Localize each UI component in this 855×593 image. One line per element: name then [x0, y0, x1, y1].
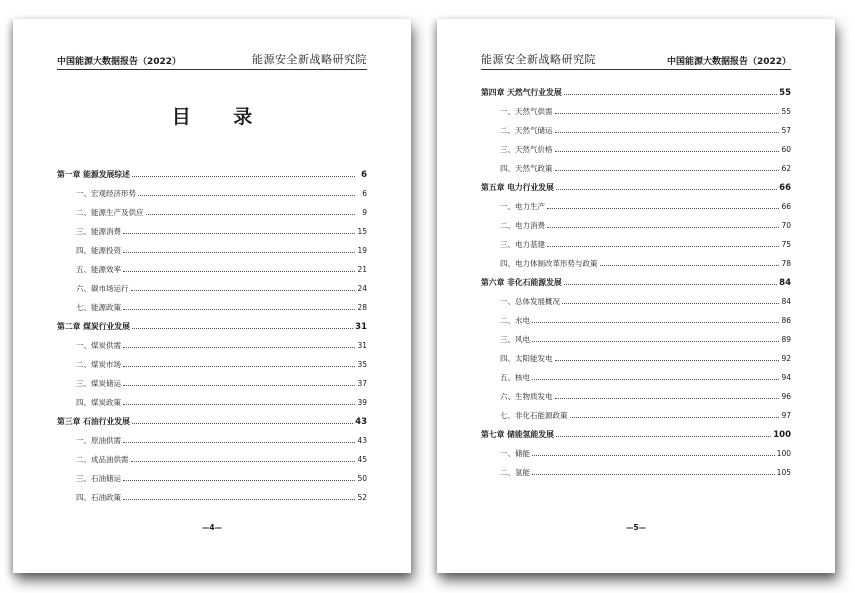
- toc-entry-label: 六、生物质发电: [500, 392, 553, 401]
- toc-entry-label: 一、储能: [500, 449, 530, 458]
- toc-entry-label: 四、天然气政策: [500, 164, 553, 173]
- toc-entry-label: 三、煤炭储运: [76, 379, 121, 388]
- dot-leader: [123, 309, 355, 310]
- toc-entry-label: 四、太阳能发电: [500, 354, 553, 363]
- toc-entry-label: 七、非化石能源政策: [500, 411, 568, 420]
- toc-entry-page-number: 96: [781, 392, 791, 401]
- toc-section-entry: [57, 488, 367, 507]
- dot-leader: [123, 499, 355, 500]
- toc-entry-label: 一、原油供需: [76, 436, 121, 445]
- toc-section-entry: [481, 330, 791, 349]
- toc-chapter-entry: [57, 165, 367, 184]
- toc-section-entry: [57, 241, 367, 260]
- left-page: [13, 19, 411, 573]
- toc-entry-label: 三、电力基建: [500, 240, 545, 249]
- dot-leader: [556, 436, 771, 437]
- toc-entry-page-number: 57: [781, 126, 791, 135]
- toc-chapter-entry: [57, 317, 367, 336]
- right-page: [437, 19, 835, 573]
- toc-entry-page-number: 92: [781, 354, 791, 363]
- header-report-title: 中国能源大数据报告（2022）: [666, 57, 791, 67]
- toc-entry-label: 二、氢能: [500, 468, 530, 477]
- toc-entry-page-number: 94: [781, 373, 791, 382]
- toc-section-entry: [481, 254, 791, 273]
- toc-entry-page-number: 78: [781, 259, 791, 268]
- toc-section-entry: [57, 450, 367, 469]
- toc-entry-label: 二、能源生产及供应: [76, 208, 144, 217]
- toc-entry-page-number: 100: [776, 449, 791, 458]
- dot-leader: [123, 233, 355, 234]
- dot-leader: [532, 379, 779, 380]
- toc-entry-page-number: 52: [357, 493, 367, 502]
- toc-list: [481, 83, 791, 482]
- dot-leader: [556, 189, 777, 190]
- toc-entry-label: 二、天然气储运: [500, 126, 553, 135]
- toc-entry-label: 二、煤炭市场: [76, 360, 121, 369]
- toc-entry-page-number: 66: [781, 202, 791, 211]
- dot-leader: [600, 265, 780, 266]
- toc-section-entry: [481, 159, 791, 178]
- toc-entry-page-number: 105: [776, 468, 791, 477]
- toc-section-entry: [57, 260, 367, 279]
- dot-leader: [123, 480, 355, 481]
- toc-section-entry: [481, 197, 791, 216]
- toc-title: 目 录: [171, 106, 271, 128]
- dot-leader: [570, 417, 780, 418]
- toc-chapter-entry: [57, 412, 367, 431]
- toc-entry-label: 五、能源效率: [76, 265, 121, 274]
- toc-chapter-entry: [481, 273, 791, 292]
- toc-chapter-entry: [481, 178, 791, 197]
- page-header: [481, 49, 791, 70]
- dot-leader: [555, 132, 780, 133]
- toc-section-entry: [57, 374, 367, 393]
- toc-entry-label: 第三章 石油行业发展: [57, 417, 130, 426]
- toc-section-entry: [481, 235, 791, 254]
- toc-section-entry: [57, 184, 367, 203]
- toc-entry-label: 第七章 储能氢能发展: [481, 430, 554, 439]
- toc-section-entry: [57, 279, 367, 298]
- toc-entry-page-number: 84: [781, 297, 791, 306]
- dot-leader: [555, 398, 780, 399]
- toc-entry-page-number: 86: [781, 316, 791, 325]
- toc-entry-page-number: 43: [357, 436, 367, 445]
- toc-entry-label: 一、电力生产: [500, 202, 545, 211]
- toc-section-entry: [481, 140, 791, 159]
- toc-entry-label: 四、煤炭政策: [76, 398, 121, 407]
- toc-section-entry: [481, 463, 791, 482]
- toc-entry-label: 一、天然气供需: [500, 107, 553, 116]
- dot-leader: [532, 455, 775, 456]
- toc-section-entry: [481, 387, 791, 406]
- dot-leader: [562, 303, 779, 304]
- dot-leader: [564, 94, 777, 95]
- page-number: —4—: [201, 523, 223, 532]
- toc-section-entry: [57, 298, 367, 317]
- toc-entry-label: 五、核电: [500, 373, 530, 382]
- dot-leader: [532, 341, 779, 342]
- toc-entry-page-number: 50: [357, 474, 367, 483]
- toc-entry-page-number: 89: [781, 335, 791, 344]
- toc-entry-label: 三、天然气价格: [500, 145, 553, 154]
- toc-chapter-entry: [481, 83, 791, 102]
- toc-entry-label: 四、电力体制改革形势与政策: [500, 259, 598, 268]
- dot-leader: [564, 284, 777, 285]
- dot-leader: [132, 423, 353, 424]
- toc-entry-page-number: 28: [357, 303, 367, 312]
- page-number: —5—: [625, 523, 647, 532]
- toc-entry-page-number: 15: [357, 227, 367, 236]
- toc-section-entry: [481, 102, 791, 121]
- toc-entry-label: 第二章 煤炭行业发展: [57, 322, 130, 331]
- dot-leader: [555, 151, 780, 152]
- toc-entry-page-number: 97: [781, 411, 791, 420]
- toc-entry-page-number: 9: [362, 208, 367, 217]
- toc-section-entry: [57, 222, 367, 241]
- toc-section-entry: [481, 311, 791, 330]
- toc-list: [57, 165, 367, 507]
- toc-entry-page-number: 66: [779, 182, 791, 193]
- toc-entry-page-number: 37: [357, 379, 367, 388]
- page-header: [57, 49, 367, 70]
- dot-leader: [532, 322, 779, 323]
- dot-leader: [123, 385, 355, 386]
- toc-entry-page-number: 55: [781, 107, 791, 116]
- toc-section-entry: [57, 203, 367, 222]
- toc-section-entry: [57, 393, 367, 412]
- toc-entry-label: 三、风电: [500, 335, 530, 344]
- toc-entry-page-number: 21: [357, 265, 367, 274]
- toc-entry-page-number: 35: [357, 360, 367, 369]
- toc-entry-page-number: 39: [357, 398, 367, 407]
- toc-section-entry: [481, 216, 791, 235]
- dot-leader: [555, 360, 780, 361]
- toc-entry-page-number: 31: [357, 341, 367, 350]
- toc-entry-page-number: 75: [781, 240, 791, 249]
- toc-entry-label: 二、成品油供需: [76, 455, 129, 464]
- toc-entry-label: 一、总体发展概况: [500, 297, 560, 306]
- dot-leader: [131, 461, 356, 462]
- toc-entry-label: 第六章 非化石能源发展: [481, 278, 562, 287]
- toc-entry-label: 第四章 天然气行业发展: [481, 88, 562, 97]
- dot-leader: [123, 347, 355, 348]
- dot-leader: [123, 252, 355, 253]
- dot-leader: [132, 176, 355, 177]
- toc-entry-label: 三、石油储运: [76, 474, 121, 483]
- toc-section-entry: [481, 444, 791, 463]
- toc-entry-label: 七、能源政策: [76, 303, 121, 312]
- toc-section-entry: [57, 431, 367, 450]
- toc-entry-page-number: 62: [781, 164, 791, 173]
- toc-section-entry: [481, 349, 791, 368]
- toc-entry-label: 三、能源消费: [76, 227, 121, 236]
- dot-leader: [547, 208, 779, 209]
- toc-entry-page-number: 6: [362, 189, 367, 198]
- dot-leader: [547, 246, 779, 247]
- dot-leader: [547, 227, 779, 228]
- dot-leader: [555, 113, 780, 114]
- toc-entry-page-number: 70: [781, 221, 791, 230]
- toc-chapter-entry: [481, 425, 791, 444]
- toc-entry-page-number: 60: [781, 145, 791, 154]
- toc-entry-page-number: 6: [361, 169, 367, 180]
- toc-entry-label: 二、电力消费: [500, 221, 545, 230]
- toc-entry-label: 四、石油政策: [76, 493, 121, 502]
- toc-entry-label: 第一章 能源发展综述: [57, 170, 130, 179]
- dot-leader: [132, 328, 353, 329]
- toc-entry-page-number: 24: [357, 284, 367, 293]
- dot-leader: [123, 271, 355, 272]
- toc-entry-page-number: 100: [773, 429, 791, 440]
- dot-leader: [532, 474, 775, 475]
- toc-section-entry: [57, 336, 367, 355]
- toc-entry-label: 一、宏观经济形势: [76, 189, 136, 198]
- toc-entry-page-number: 55: [779, 87, 791, 98]
- toc-entry-page-number: 45: [357, 455, 367, 464]
- toc-entry-page-number: 43: [355, 416, 367, 427]
- dot-leader: [555, 170, 780, 171]
- toc-entry-page-number: 31: [355, 321, 367, 332]
- header-report-title: 中国能源大数据报告（2022）: [57, 57, 182, 67]
- toc-entry-label: 四、能源投资: [76, 246, 121, 255]
- toc-section-entry: [481, 368, 791, 387]
- dot-leader: [131, 290, 356, 291]
- header-institute: 能源安全新战略研究院: [252, 53, 367, 66]
- toc-entry-label: 一、煤炭供需: [76, 341, 121, 350]
- dot-leader: [146, 214, 356, 215]
- toc-section-entry: [57, 469, 367, 488]
- toc-entry-page-number: 84: [779, 277, 791, 288]
- toc-entry-label: 第五章 电力行业发展: [481, 183, 554, 192]
- dot-leader: [123, 366, 355, 367]
- dot-leader: [123, 404, 355, 405]
- dot-leader: [138, 195, 355, 196]
- toc-section-entry: [57, 355, 367, 374]
- header-institute: 能源安全新战略研究院: [481, 53, 596, 66]
- toc-section-entry: [481, 406, 791, 425]
- toc-entry-label: 二、水电: [500, 316, 530, 325]
- toc-entry-page-number: 19: [357, 246, 367, 255]
- toc-section-entry: [481, 121, 791, 140]
- toc-entry-label: 六、碳市场运行: [76, 284, 129, 293]
- toc-section-entry: [481, 292, 791, 311]
- dot-leader: [123, 442, 355, 443]
